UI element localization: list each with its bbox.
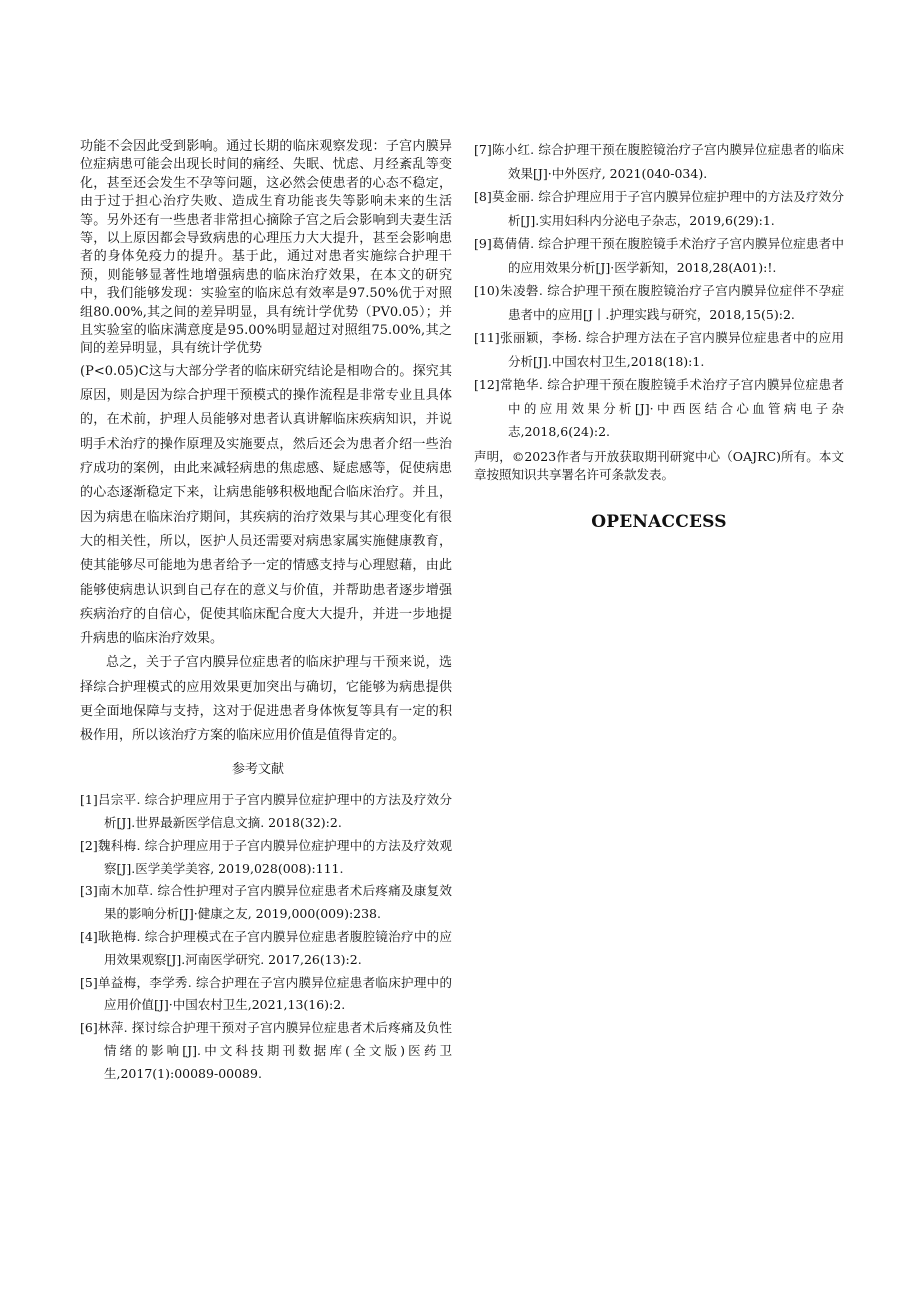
- open-access-label: OPENACCESS: [591, 511, 727, 532]
- references-heading: 参考文献: [231, 762, 284, 778]
- reference-item: [3]南木加草. 综合性护理对子宫内膜异位症患者术后疼痛及康复效果的影响分析[J]·健康之友, 2019,000(009):238.: [80, 883, 452, 922]
- copyright-statement: 声明，©2023作者与开放获取期刊研窕中心（OAJRC)所有。本文章按照知识共享署名许可条款发表。: [474, 448, 844, 482]
- reference-item: [11]张丽颖，李杨. 综合护理方法在子宫内膜异位症患者中的应用分析[J].中国农村卫生,2018(18):1.: [474, 330, 844, 369]
- reference-item: [12]常艳华. 综合护理干预在腹腔镜手术治疗子宫内膜异位症患者中的应用效果分析[J]·中西医结合心血管病电子杂志,2018,6(24):2.: [474, 377, 844, 439]
- body-paragraph: (P<0.05)C这与大部分学者的临床研究结论是相吻合的。探究其原因，则是因为综合护理干预模式的操作流程是非常专业且具体的，在术前，护理人员能够对患者认真讲解临床疾病知识，并说明手术治疗的操作原理及实施要点，然后还会为患者介绍一些治疗成功的案例，由此来减轻病患的焦虑感、疑虑感等，促使病患的心态逐渐稳定下来，让病患能够积极地配合临床治疗。并且，因为病患在临床治疗期间，其疾病的治疗效果与其心理变化有很大的相关性，所以，医护人员还需要对病患家属实施健康教育，使其能够尽可能地为患者给予一定的情感支持与心理慰藉，由此能够使病患认识到自己存在的意义与价值，并帮助患者逐步增强疾病治疗的自信心，促使其临床配合度大大提升，并进一步地提升病患的临床治疗效果。: [80, 363, 452, 647]
- reference-item: [6]林萍. 探讨综合护理干预对子宫内膜异位症患者术后疼痛及负性情绪的影响[J].中文科技期刊数据库(全文版)医药卫生,2017(1):00089-00089.: [80, 1020, 452, 1081]
- reference-item: [9]葛倩倩. 综合护理干预在腹腔镜手术治疗子宫内膜异位症患者中的应用效果分析[J]·医学新知，2018,28(A01):!.: [474, 236, 844, 275]
- body-paragraph: 总之，关于子宫内膜异位症患者的临床护理与干预来说，选择综合护理模式的应用效果更加突出与确切，它能够为病患提供更全面地保障与支持，这对于促进患者身体恢复等具有一定的积极作用，所以该治疗方案的临床应用价值是值得肯定的。: [80, 655, 452, 744]
- reference-item: [1]吕宗平. 综合护理应用于子宫内膜异位症护理中的方法及疗效分析[J].世界最新医学信息文摘. 2018(32):2.: [80, 792, 452, 831]
- right-column: [474, 138, 844, 532]
- reference-item: [5]单益梅，李学秀. 综合护理在子宫内膜异位症患者临床护理中的应用价值[J]·中国农村卫生,2021,13(16):2.: [80, 974, 452, 1013]
- reference-list: [474, 138, 844, 444]
- reference-item: [8]莫金丽. 综合护理应用于子宫内膜异位症护理中的方法及疗效分析[J].实用妇科内分泌电子杂志，2019,6(29):1.: [474, 189, 844, 228]
- reference-list: [80, 789, 452, 1085]
- body-paragraph: 功能不会因此受到影响。通过长期的临床观察发现：子宫内膜异位症病患可能会出现长时间的痛经、失眠、忧虑、月经紊乱等变化，甚至还会发生不孕等问题，这必然会使患者的心态不稳定，由于过于担心治疗失败、造成生育功能丧失等影响未来的生活等。另外还有一些患者非常担心摘除子宫之后会影响到夫妻生活等，以上原因都会导致病患的心理压力大大提升，甚至会影响患者的身体免疫力的提升。基于此，通过对患者实施综合护理干预，则能够显著性地增强病患的临床治疗效果，在本文的研究中，我们能够发现：实验室的临床总有效率是97.50%优于对照组80.00%,其之间的差异明显，具有统计学优势（PV0.05）；并且实验室的临床满意度是95.00%明显超过对照组75.00%,其之间的差异明显，具有统计学优势: [80, 139, 452, 357]
- reference-item: [4]耿艳梅. 综合护理模式在子宫内膜异位症患者腹腔镜治疗中的应用效果观察[J].河南医学研究. 2017,26(13):2.: [80, 929, 452, 967]
- reference-item: [2]魏科梅. 综合护理应用于子宫内膜异位症护理中的方法及疗效观察[J].医学美学美容, 2019,028(008):111.: [80, 837, 452, 876]
- reference-item: [7]陈小红. 综合护理干预在腹腔镜治疗子宫内膜异位症患者的临床效果[J]·中外医疗, 2021(040-034).: [474, 142, 844, 181]
- left-column: [80, 138, 452, 1086]
- reference-item: [10)朱凌磐. 综合护理干预在腹腔镜治疗子宫内膜异位症伴不孕症患者中的应用[J丨.护理实践与研究，2018,15(5):2.: [474, 283, 844, 322]
